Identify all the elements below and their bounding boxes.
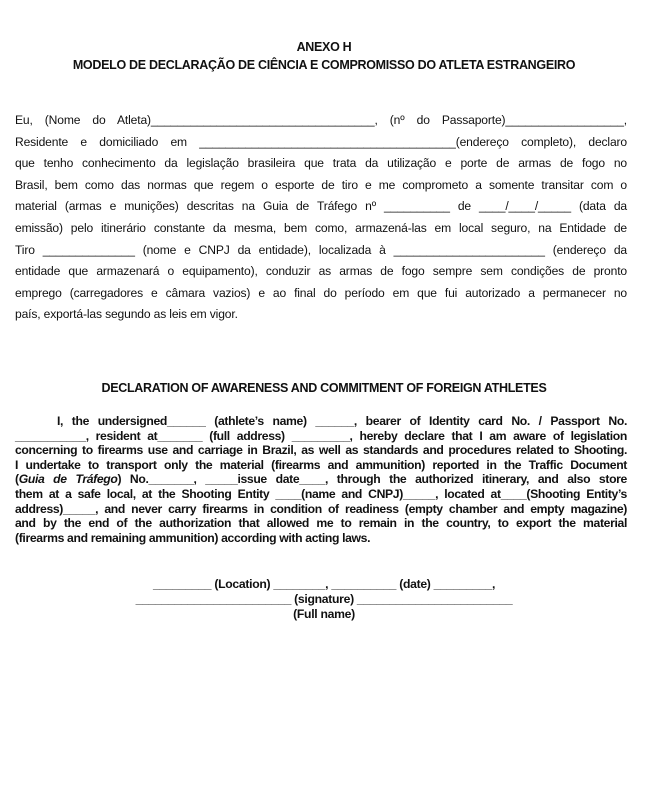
guia-de-trafego-italic: Guia de Tráfego bbox=[18, 472, 118, 487]
en-line-rest: ) No._______, _____issue date____, through the authorized itinerary, and also store bbox=[117, 472, 627, 487]
full-name-label: (Full name) bbox=[293, 607, 355, 621]
pt-line: material (armas e munições) descritas na Guia de Tráfego nº __________ de ____/____/_____ (data da bbox=[15, 199, 627, 214]
pt-line: entidade que armazenará o equipamento), conduzir as armas de fogo sempre sem condições de pronto bbox=[15, 264, 627, 279]
english-declaration bbox=[15, 414, 627, 545]
en-line: them at a safe local, at the Shooting Entity ____(name and CNPJ)_____, located at____(Shooting Entity’s bbox=[15, 486, 627, 501]
annex-label: ANEXO H bbox=[296, 40, 352, 54]
en-line bbox=[15, 472, 627, 487]
en-line: I undertake to transport only the material (firearms and ammunition) reported in the Traffic Document bbox=[15, 457, 627, 472]
en-line: concerning to firearms use and carriage in Brazil, as well as standards and procedures related to Shooting. bbox=[15, 443, 627, 458]
pt-line: Residente e domiciliado em _______________________________________(endereço completo), declaro bbox=[15, 134, 627, 149]
en-line: and by the end of the authorization that allowed me to remain in the country, to export the material bbox=[15, 516, 627, 531]
pt-line: Eu, (Nome do Atleta)__________________________________, (nº do Passaporte)__________________, bbox=[15, 113, 627, 127]
en-line: (firearms and remaining ammunition) according with acting laws. bbox=[15, 530, 371, 545]
portuguese-declaration bbox=[15, 110, 627, 326]
signature-line: ________________________ (signature) ________________________ bbox=[135, 592, 513, 606]
english-declaration-title: DECLARATION OF AWARENESS AND COMMITMENT OF FOREIGN ATHLETES bbox=[101, 381, 547, 395]
en-paren-open: ( bbox=[15, 472, 19, 487]
pt-line: país, exportá-las segundo as leis em vigor. bbox=[15, 307, 238, 322]
pt-line: que tenho conhecimento da legislação brasileira que trata da utilização e porte de armas de fogo no bbox=[15, 156, 627, 171]
en-line: ___________, resident at_______ (full address) _________, hereby declare that I am aware of legislation bbox=[15, 428, 627, 443]
en-line: address)_____, and never carry firearms in condition of readiness (empty chamber and empty magazine) bbox=[15, 501, 627, 516]
location-date-line: _________ (Location) ________, __________ (date) _________, bbox=[152, 577, 496, 591]
pt-line: emissão) pelo itinerário constante da mesma, bem como, armazená-las em local seguro, na Entidade de bbox=[15, 220, 627, 235]
en-line: I, the undersigned______ (athlete’s name) ______, bearer of Identity card No. / Passport No. bbox=[57, 414, 627, 428]
pt-line: Brasil, bem como das normas que regem o esporte de tiro e me comprometo a somente transitar com o bbox=[15, 177, 627, 192]
document-title: MODELO DE DECLARAÇÃO DE CIÊNCIA E COMPROMISSO DO ATLETA ESTRANGEIRO bbox=[72, 58, 576, 72]
pt-line: Tiro ______________ (nome e CNPJ da entidade), localizada à _______________________ (endereço da bbox=[15, 242, 627, 257]
pt-line: emprego (carregadores e câmara vazios) e ao final do período em que fui autorizado a permanecer no bbox=[15, 285, 627, 300]
